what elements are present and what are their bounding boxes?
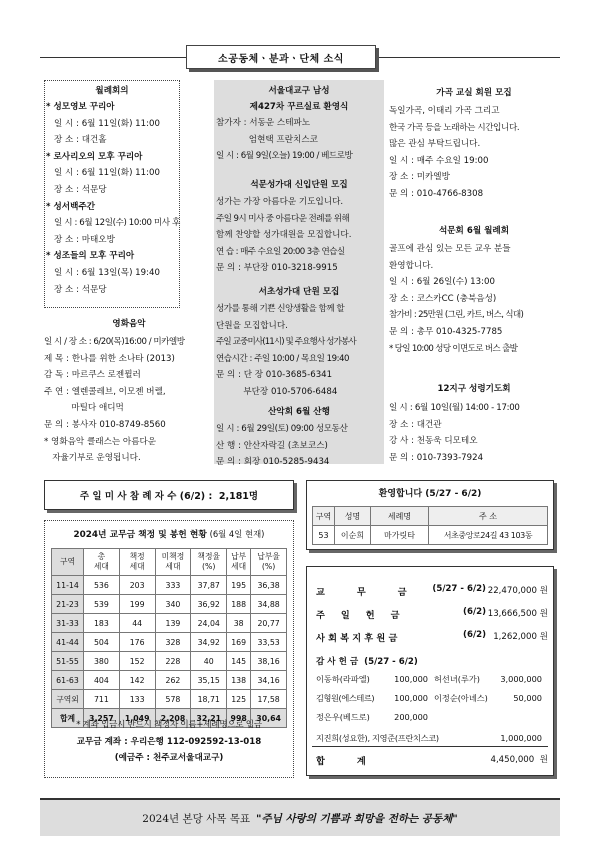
column-header: 세례명 xyxy=(371,507,429,526)
table-cell: 133 xyxy=(119,690,155,709)
table-cell: 마가릿타 xyxy=(371,526,429,545)
info-line: 환영합니다. xyxy=(389,260,434,271)
movie-line: 일 시 / 장 소 : 6/20(목)16:00 / 미카엘방 xyxy=(44,337,185,347)
mass-attendance-text: 주 일 미 사 참 례 자 수 (6/2) : 2,181명 xyxy=(79,491,259,502)
section-title: 산악회 6월 산행 xyxy=(268,407,330,417)
movie-line: 제 목 : 한나를 위한 소나타 (2013) xyxy=(44,353,175,364)
group-where: 장 소 : 석문당 xyxy=(54,284,107,295)
table-cell: 183 xyxy=(84,614,120,633)
table-cell: 33,53 xyxy=(251,633,287,652)
finance-period: (6/2) xyxy=(463,630,486,640)
info-line: 문 의 : 단 장 010-3685-6341 xyxy=(216,370,333,381)
section-subtitle: 제427차 꾸르실료 환영식 xyxy=(249,102,349,112)
table-cell: 3,257 xyxy=(84,709,120,728)
row-label: 21-23 xyxy=(52,595,84,614)
table-cell: 34,88 xyxy=(251,595,287,614)
donor-amount: 200,000 xyxy=(394,712,428,722)
table-cell: 18,71 xyxy=(191,690,227,709)
monthly-meeting-section xyxy=(44,82,180,298)
info-line: 일 시 : 매주 수요일 19:00 xyxy=(389,155,489,166)
info-line: 성가를 통해 기쁜 신앙생활을 함께 할 xyxy=(216,304,345,314)
table-row xyxy=(52,671,287,690)
section-title: 서초성가대 단원 모집 xyxy=(258,287,340,297)
table-cell: 380 xyxy=(84,652,120,671)
welcome-table xyxy=(312,506,548,545)
finance-label: 주 일 헌 금 xyxy=(316,610,400,621)
movie-line: 감 독 : 마르쿠스 로젠뮐러 xyxy=(44,370,141,381)
table-cell: 169 xyxy=(227,633,251,652)
table-cell: 333 xyxy=(155,576,191,595)
table-cell: 228 xyxy=(155,652,191,671)
info-line: * 당일 10:00 성당 이면도로 버스 출발 xyxy=(389,343,518,354)
section-title: 12지구 성령기도회 xyxy=(437,384,511,394)
table-row xyxy=(313,526,548,545)
tithe-date: (6월 4일 현재) xyxy=(209,529,265,539)
row-label: 11-14 xyxy=(52,576,84,595)
table-row xyxy=(52,576,287,595)
column-header: 구역 xyxy=(52,549,84,576)
donor-name: 이동하(라파엘) xyxy=(316,674,370,684)
table-header-row xyxy=(52,549,287,576)
column-header: 총 세대 xyxy=(84,549,120,576)
finance-amount: 1,262,000 원 xyxy=(493,632,548,642)
info-line: 문 의 : 부단장 010-3218-9915 xyxy=(216,263,338,274)
table-cell: 195 xyxy=(227,576,251,595)
info-line: 강 사 : 천동욱 디모테오 xyxy=(389,436,478,447)
donor-amount: 100,000 xyxy=(394,693,428,703)
finance-amount: 13,666,500 원 xyxy=(487,609,548,619)
movie-line: 자율기부로 운영됩니다. xyxy=(44,453,141,464)
table-cell: 176 xyxy=(119,633,155,652)
group-where: 장 소 : 대건홀 xyxy=(54,135,107,146)
info-line: 일 시 : 6월 9일(오늘) 19:00 / 베드로방 xyxy=(216,151,353,162)
column-header: 납부율 (%) xyxy=(251,549,287,576)
column-header: 책정 세대 xyxy=(119,549,155,576)
column-header: 성명 xyxy=(335,507,371,526)
table-cell: 188 xyxy=(227,595,251,614)
table-cell: 262 xyxy=(155,671,191,690)
table-cell: 32,21 xyxy=(191,709,227,728)
info-line: 참가비 : 25만원 (그린, 카트, 버스, 식대) xyxy=(389,310,524,321)
info-line: 단원을 모집합니다. xyxy=(216,320,288,331)
info-line: 주일 9시 미사 중 아름다운 전례를 위해 xyxy=(216,213,350,224)
group-when: 일 시 : 6월 12일(수) 10:00 미사 후 xyxy=(54,218,180,229)
table-cell: 53 xyxy=(313,526,335,545)
footer-goal: 2024년 본당 사목 목표 xyxy=(142,812,251,825)
info-line: 장 소 : 코스카CC (충북음성) xyxy=(389,293,497,304)
group-name: * 성조들의 모후 꾸리아 xyxy=(46,251,135,262)
donor-name: 김형원(에스테르) xyxy=(316,693,375,703)
group-when: 일 시 : 6월 11일(화) 11:00 xyxy=(54,168,160,179)
info-line: 많은 관심 부탁드립니다. xyxy=(389,139,481,150)
table-cell: 203 xyxy=(119,576,155,595)
table-cell: 152 xyxy=(119,652,155,671)
table-cell: 199 xyxy=(119,595,155,614)
info-line: 장 소 : 대건관 xyxy=(389,419,442,430)
column-header: 주 소 xyxy=(429,507,548,526)
table-cell: 38,16 xyxy=(251,652,287,671)
movie-section xyxy=(44,315,214,467)
finance-period: (5/27 - 6/2) xyxy=(432,584,486,594)
table-cell: 40 xyxy=(191,652,227,671)
column-header: 구역 xyxy=(313,507,335,526)
tithe-holder: (예금주 : 천주교서울대교구) xyxy=(114,753,224,764)
table-cell: 38 xyxy=(227,614,251,633)
welcome-ceremony-section xyxy=(216,83,382,165)
movie-line: 마틸다 애디먹 xyxy=(44,403,124,414)
table-cell: 138 xyxy=(227,671,251,690)
donor-amount: 1,000,000 xyxy=(500,733,542,743)
choir-recruit-section xyxy=(216,176,382,277)
finance-amount: 22,470,000 원 xyxy=(487,586,548,596)
donor-name: 지진희(성요한), 지영준(프란치스코) xyxy=(316,733,439,743)
prayer-meeting-section xyxy=(389,380,559,466)
table-cell: 30,64 xyxy=(251,709,287,728)
info-line: 일 시 : 6월 26일(수) 13:00 xyxy=(389,277,495,288)
table-header-row xyxy=(313,507,548,526)
donor-amount: 100,000 xyxy=(394,674,428,684)
info-line: 장 소 : 미카엘방 xyxy=(389,172,450,183)
finance-label: 교 무 금 xyxy=(316,587,407,598)
table-cell: 36,92 xyxy=(191,595,227,614)
finance-period: (6/2) xyxy=(463,607,486,617)
section-title: 가곡 교실 회원 모집 xyxy=(436,88,512,98)
group-name: * 로사리오의 모후 꾸리아 xyxy=(46,151,143,162)
table-cell: 37,87 xyxy=(191,576,227,595)
table-cell: 35,15 xyxy=(191,671,227,690)
page-title: 소공동체ㆍ분과ㆍ단체 소식 xyxy=(186,45,376,69)
info-line: 산 행 : 안산자락길 (초보코스) xyxy=(216,440,328,451)
table-row xyxy=(52,690,287,709)
info-line: 문 의 : 회장 010-5285-9434 xyxy=(216,457,330,468)
donor-name: 허선녀(루가) xyxy=(434,674,480,684)
welcome-title: 환영합니다 (5/27 - 6/2) xyxy=(378,489,482,499)
tithe-account: 교무금 계좌 : 우리은행 112-092592-13-018 xyxy=(76,736,262,747)
table-cell: 24,04 xyxy=(191,614,227,633)
group-where: 장 소 : 마태오방 xyxy=(54,234,115,245)
info-line: 골프에 관심 있는 모든 교우 분들 xyxy=(389,244,511,254)
info-line: 문 의 : 010-4766-8308 xyxy=(389,188,484,199)
info-line: 함께 찬양할 성가대원을 모집합니다. xyxy=(216,230,352,241)
table-cell: 서초중앙로24길 43 103동 xyxy=(429,526,548,545)
info-line: 연습시간 : 주일 10:00 / 목요일 19:40 xyxy=(216,353,349,364)
seocho-choir-section xyxy=(216,283,382,401)
mass-attendance-box xyxy=(44,480,294,510)
finance-total: 4,450,000 원 xyxy=(490,755,548,765)
row-label: 41-44 xyxy=(52,633,84,652)
donor-amount: 3,000,000 xyxy=(500,674,542,684)
tithe-notes xyxy=(44,717,294,767)
tithe-title-text: 2024년 교무금 책정 및 봉헌 현황 xyxy=(73,530,207,540)
table-cell: 2,208 xyxy=(155,709,191,728)
tithe-note: * 계좌 입금시 반드시 책정자 이름+세례명으로 입금 xyxy=(76,720,262,730)
table-cell: 340 xyxy=(155,595,191,614)
row-label: 구역외 xyxy=(52,690,84,709)
table-row xyxy=(52,652,287,671)
row-label: 합계 xyxy=(52,709,84,728)
table-row xyxy=(52,633,287,652)
row-label: 51-55 xyxy=(52,652,84,671)
info-line: 한국 가곡 등을 노래하는 시간입니다. xyxy=(389,122,520,133)
column-header: 납부 세대 xyxy=(227,549,251,576)
finance-total-label: 합 계 xyxy=(316,756,366,767)
table-cell: 125 xyxy=(227,690,251,709)
group-where: 장 소 : 석문당 xyxy=(54,184,107,195)
group-name: * 성서백주간 xyxy=(46,201,95,212)
info-line: 연 습 : 매주 수요일 20:00 3층 연습실 xyxy=(216,246,345,257)
table-cell: 34,92 xyxy=(191,633,227,652)
info-line: 주일 교중미사(11시) 및 주요행사 성가봉사 xyxy=(216,337,356,348)
column-header: 책정율 (%) xyxy=(191,549,227,576)
table-cell: 539 xyxy=(84,595,120,614)
table-cell: 139 xyxy=(155,614,191,633)
movie-line: 주 연 : 엘렌콜레브, 이모젠 버렐, xyxy=(44,386,166,397)
info-line: 독일가곡, 이태리 가곡 그리고 xyxy=(389,106,500,116)
table-row xyxy=(52,595,287,614)
finance-label: 사 회 복 지 후 원 금 xyxy=(316,633,398,644)
info-line: 성가는 가장 아름다운 기도입니다. xyxy=(216,197,344,207)
table-cell: 578 xyxy=(155,690,191,709)
info-line: 일 시 : 6월 10일(월) 14:00 - 17:00 xyxy=(389,403,520,413)
footer-banner xyxy=(40,798,560,836)
column-header: 미책정 세대 xyxy=(155,549,191,576)
info-line: 부단장 010-5706-6484 xyxy=(216,386,338,397)
section-title: 서울대교구 남성 xyxy=(268,86,330,96)
section-title: 월례회의 xyxy=(95,86,129,96)
table-cell: 504 xyxy=(84,633,120,652)
table-cell: 34,16 xyxy=(251,671,287,690)
info-line: 문 의 : 총무 010-4325-7785 xyxy=(389,326,503,337)
section-title: 석문성가대 신입단원 모집 xyxy=(250,180,348,190)
hiking-section xyxy=(216,403,382,471)
song-class-section xyxy=(389,84,559,203)
tithe-table xyxy=(51,548,287,728)
group-when: 일 시 : 6월 11일(화) 11:00 xyxy=(54,118,160,129)
table-row xyxy=(52,614,287,633)
finance-total-rule xyxy=(312,746,548,747)
movie-line: * 영화음악 클래스는 아름다운 xyxy=(44,436,157,447)
donor-amount: 50,000 xyxy=(513,693,542,703)
table-cell: 17,58 xyxy=(251,690,287,709)
table-cell: 328 xyxy=(155,633,191,652)
table-cell: 44 xyxy=(119,614,155,633)
table-cell: 36,38 xyxy=(251,576,287,595)
table-cell: 145 xyxy=(227,652,251,671)
info-line: 일 시 : 6월 29일(토) 09:00 성모동산 xyxy=(216,424,348,434)
group-when: 일 시 : 6월 13일(목) 19:40 xyxy=(54,267,160,278)
golf-section xyxy=(389,222,559,357)
table-cell: 20,77 xyxy=(251,614,287,633)
table-cell: 이순희 xyxy=(335,526,371,545)
donor-name: 이정순(아녜스) xyxy=(434,693,488,703)
row-label: 61-63 xyxy=(52,671,84,690)
info-line: 참가자 : 서동운 스테파노 xyxy=(216,118,311,128)
footer-slogan: "주님 사랑의 기쁨과 희망을 전하는 공동체" xyxy=(256,812,458,825)
info-line: 문 의 : 010-7393-7924 xyxy=(389,452,484,463)
table-cell: 998 xyxy=(227,709,251,728)
thanks-title: 감 사 헌 금 (5/27 - 6/2) xyxy=(316,657,418,667)
table-cell: 711 xyxy=(84,690,120,709)
group-name: * 성모영보 꾸리아 xyxy=(46,102,115,112)
donor-name: 정은우(베드로) xyxy=(316,712,370,722)
section-title: 석문회 6월 월례회 xyxy=(438,226,510,236)
section-title: 영화음악 xyxy=(112,319,146,329)
movie-line: 문 의 : 봉사자 010-8749-8560 xyxy=(44,419,166,430)
table-cell: 536 xyxy=(84,576,120,595)
table-cell: 142 xyxy=(119,671,155,690)
table-cell: 404 xyxy=(84,671,120,690)
info-line: 엄현택 프란치스코 xyxy=(216,134,318,145)
row-label: 31-33 xyxy=(52,614,84,633)
table-cell: 1,049 xyxy=(119,709,155,728)
tithe-title xyxy=(44,527,294,540)
